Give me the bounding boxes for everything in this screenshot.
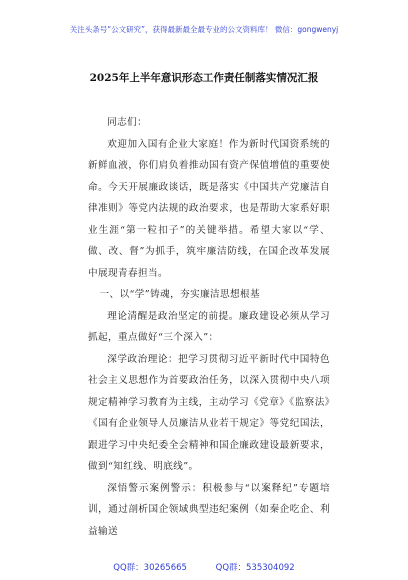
- document-body: [88, 112, 330, 542]
- paragraph-intro: 欢迎加入国有企业大家庭！作为新时代国资系统的新鲜血液，你们肩负着推动国有资产保值增值的重要使命。今天开展廉政谈话，既是落实《中国共产党廉洁自律准则》等党内法规的政治要求，也是帮助大家系好职业生涯“第一粒扣子”的关键举措。希望大家以“学、做、改、督”为抓手，筑牢廉洁防线，在国企改革发展中展现青春担当。: [88, 138, 330, 279]
- qq-group-2: QQ群：535304092: [215, 563, 295, 573]
- footer-contact: [0, 561, 408, 573]
- qq-group-1: QQ群：30265665: [113, 563, 187, 573]
- paragraph-theory: 理论清醒是政治坚定的前提。廉政建设必须从学习抓起，重点做好“三个深入”：: [88, 310, 330, 343]
- paragraph-case-warning: 深悟警示案例警示：积极参与“以案释纪”专题培训，通过剖析国企领域典型违纪案例（如秦企吃企、利益输送: [88, 482, 330, 537]
- salutation: 同志们：: [107, 117, 148, 128]
- section-heading-1: 一、以“学”铸魂，夯实廉洁思想根基: [99, 289, 261, 300]
- paragraph-political-study: 深学政治理论：把学习贯彻习近平新时代中国特色社会主义思想作为首要政治任务，以深入贯彻中央八项规定精神学习教育为主线，主动学习《党章》《监察法》《国有企业领导人员廉洁从业若干规定》等党纪国法，跟进学习中央纪委全会精神和国企廉政建设最新要求，做到“知红线、明底线”。: [88, 353, 330, 472]
- header-banner: 关注头条号“公文研究”，获得最新最全最专业的公文资料库！ 微信：gongwenyj: [69, 25, 339, 34]
- document-title: 2025年上半年意识形态工作责任制落实情况汇报: [89, 72, 319, 84]
